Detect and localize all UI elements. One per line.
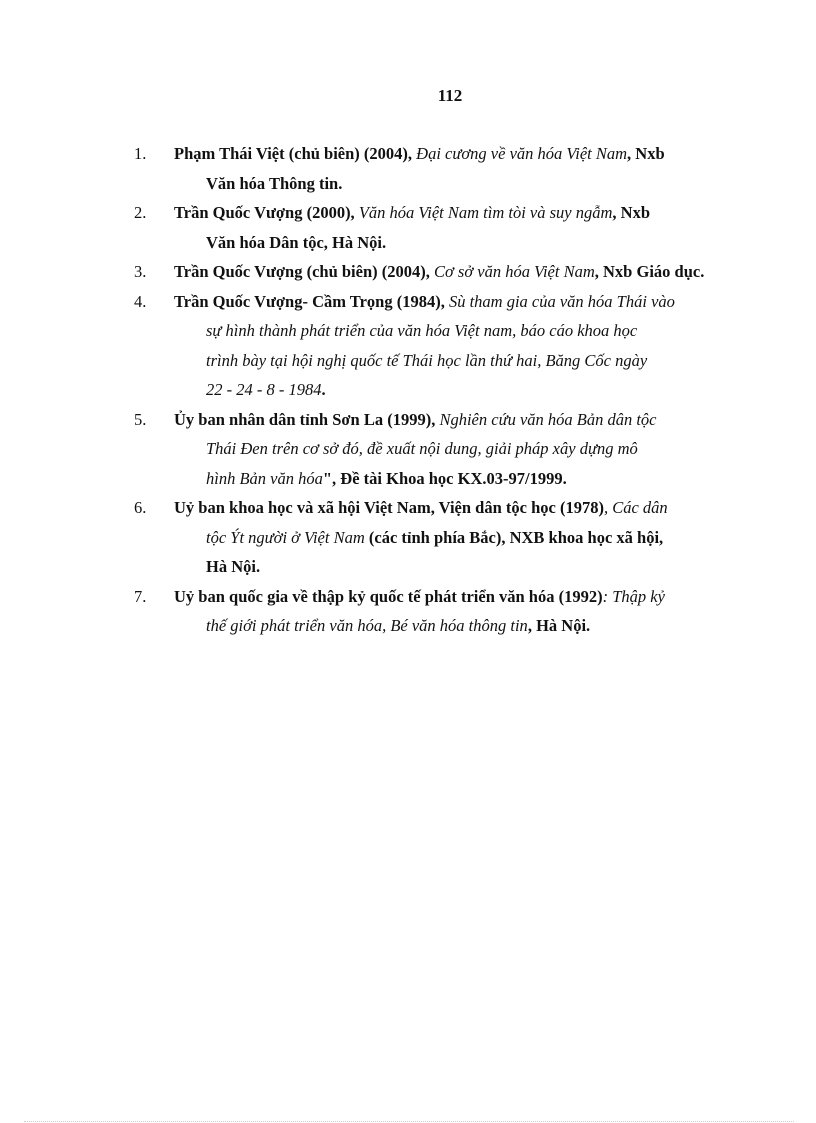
reference-author: Phạm Thái Việt (chủ biên) (2004), (174, 144, 417, 163)
reference-author: Ủy ban nhân dân tỉnh Sơn La (1999), (174, 409, 440, 429)
reference-author: Uỷ ban khoa học và xã hội Việt Nam, Viện dân tộc học (1978) (174, 498, 604, 517)
reference-title-line: 22 - 24 - 8 - 1984 (206, 380, 322, 399)
reference-author: Uỷ ban quốc gia về thập kỷ quốc tế phát triển văn hóa (1992) (174, 586, 603, 606)
reference-number: 1. (134, 144, 147, 163)
reference-title-line: hình Bản văn hóa (206, 468, 323, 488)
page-bottom-divider (24, 1121, 794, 1122)
reference-item-4 (134, 287, 739, 405)
reference-continuation (174, 523, 739, 582)
reference-item-6 (134, 493, 739, 582)
reference-author: Trần Quốc Vượng- Cầm Trọng (1984), (174, 291, 449, 311)
reference-end: . (321, 380, 326, 399)
reference-title: Cơ sở văn hóa Việt Nam (434, 262, 595, 281)
reference-number: 5. (134, 409, 147, 429)
reference-publisher: , Nxb Giáo dục. (594, 262, 705, 281)
reference-continuation (174, 316, 739, 405)
reference-item-2 (134, 198, 739, 257)
reference-end: ", Đề tài Khoa học KX.03-97/1999. (322, 468, 567, 488)
reference-item-7 (134, 582, 739, 641)
reference-publisher: , Nxb (627, 144, 665, 163)
reference-author: Trần Quốc Vượng (2000), (174, 203, 359, 222)
reference-item-5 (134, 405, 739, 494)
reference-list (134, 139, 739, 641)
reference-title-line: Thái Đen trên cơ sở đó, đề xuất nội dung, giải pháp xây dựng mô (206, 439, 638, 458)
reference-title: Văn hóa Việt Nam tìm tòi và suy ngẫm (358, 203, 613, 222)
reference-title-line: tộc Ýt người ở Việt Nam (206, 527, 365, 547)
reference-title-line: thế giới phát triển văn hóa, Bé văn hóa thông tin (206, 616, 528, 635)
reference-item-1 (134, 139, 739, 198)
reference-publisher: , Hà Nội. (527, 616, 591, 635)
reference-title: : Thập kỷ (602, 586, 665, 606)
reference-number: 3. (134, 262, 147, 281)
reference-title: Đại cương về văn hóa Việt Nam (416, 144, 628, 163)
reference-author: Trần Quốc Vượng (chủ biên) (2004), (174, 262, 434, 281)
reference-number: 2. (134, 203, 147, 222)
reference-continuation (174, 611, 739, 641)
reference-title-line: sự hình thành phát triển của văn hóa Việt nam, báo cáo khoa học (206, 321, 638, 340)
reference-continuation: Văn hóa Thông tin. (206, 173, 343, 193)
reference-continuation (174, 434, 739, 493)
reference-number: 7. (134, 586, 147, 606)
reference-title-line: trình bày tại hội nghị quốc tế Thái học lần thứ hai, Băng Cốc ngày (206, 350, 648, 370)
page-number: 112 (437, 86, 463, 105)
reference-publisher: , Nxb (612, 203, 650, 222)
reference-title: Nghiên cứu văn hóa Bản dân tộc (439, 409, 657, 429)
reference-number: 6. (134, 498, 147, 517)
reference-title: , Các dân (603, 498, 668, 517)
reference-number: 4. (134, 291, 147, 311)
reference-item-3 (134, 257, 739, 287)
reference-continuation: Văn hóa Dân tộc, Hà Nội. (206, 232, 387, 252)
reference-title: Sù tham gia của văn hóa Thái vào (448, 291, 675, 311)
reference-publisher: (các tỉnh phía Bắc), NXB khoa học xã hội, (364, 527, 664, 547)
reference-place: Hà Nội. (206, 557, 261, 576)
